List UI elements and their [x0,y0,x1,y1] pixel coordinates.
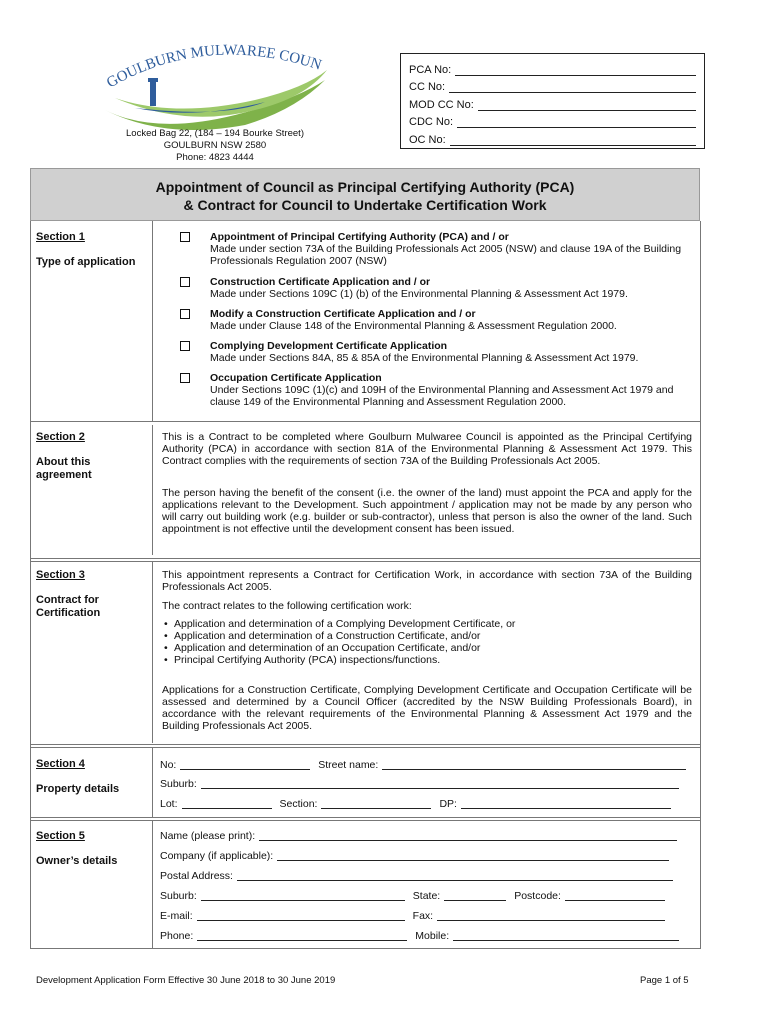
section3-para3: Applications for a Construction Certificate, Complying Development Certificate and Occupation Certificate will be assessed and determined by a Council Officer (accredited by the NSW Building Professionals Board), in accordance with the relevant requirements of the Environmental Planning & Assessment Act 1979 and the Building Professionals Act 2005. [162,684,692,732]
reference-numbers-box [400,53,705,149]
cc-no-field[interactable]: CC No: [409,76,696,94]
checkbox[interactable] [180,341,190,351]
postal-address-input[interactable] [237,870,673,881]
logo-text: GOULBURN MULWAREE COUN [104,42,324,92]
mobile-input[interactable] [453,930,679,941]
section2-para2: The person having the benefit of the consent (i.e. the owner of the land) must appoint the PCA and apply for the applications relevant to the Development. Such appointment / application may not be made by any person who will carry out building work (e.g. builder or sub-contractor), unless that person is also the owner of the land. Such appointment is not effective until the development consent has been issued. [162,487,692,535]
divider [152,561,153,743]
section5-subheading: Owner’s details [36,855,118,867]
checkbox[interactable] [180,373,190,383]
section3-para1: This appointment represents a Contract for Certification Work, in accordance with section 73A of the Building Professionals Act 2005. [162,569,692,593]
section-divider [30,747,701,748]
option-pca[interactable]: Appointment of Principal Certifying Authority (PCA) and / or Made under section 73A of the Building Professionals Act 2005 (NSW) and clause 19A of the Building Professionals Regulation 2007 (NSW) [180,231,690,267]
checkbox[interactable] [180,309,190,319]
section5-heading: Section 5 [36,830,85,842]
section-divider [30,558,701,559]
owner-row-company: Company (if applicable): [160,850,690,862]
owner-suburb-input[interactable] [201,890,405,901]
checkbox[interactable] [180,232,190,242]
section1-heading: Section 1 [36,231,85,243]
owner-row-name: Name (please print): [160,830,690,842]
property-row-2: Suburb: [160,778,690,790]
frame-left [30,221,31,948]
section1-subheading: Type of application [36,256,136,268]
owner-row-phone: Phone: Mobile: [160,930,690,942]
divider [152,820,153,948]
company-input[interactable] [277,850,669,861]
footer-text: Development Application Form Effective 30 June 2018 to 30 June 2019 [36,975,336,986]
property-row-1: No: Street name: [160,759,690,771]
lot-input[interactable] [182,798,272,809]
owner-name-input[interactable] [259,830,677,841]
form-title [30,168,700,221]
option-occupation-certificate[interactable]: Occupation Certificate Application Under Sections 109C (1)(c) and 109H of the Environmental Planning and Assessment Act 1979 and clause 149 of the Environmental Planning and Assessment Regulation 2000. [180,372,690,408]
section-divider [30,744,701,745]
option-modify-cc[interactable]: Modify a Construction Certificate Application and / or Made under Clause 148 of the Environmental Planning & Assessment Regulation 2000. [180,308,690,332]
list-item: • Principal Certifying Authority (PCA) inspections/functions. [174,654,692,666]
checkbox[interactable] [180,277,190,287]
cdc-no-field[interactable]: CDC No: [409,111,696,129]
title-line-1: Appointment of Council as Principal Certifying Authority (PCA) [155,179,575,195]
address-line-2: GOULBURN NSW 2580 [163,140,267,151]
state-input[interactable] [444,890,506,901]
oc-no-field[interactable]: OC No: [409,128,696,146]
property-row-3: Lot: Section: DP: [160,798,690,810]
property-no-input[interactable] [180,759,310,770]
owner-row-email: E-mail: Fax: [160,910,690,922]
email-input[interactable] [197,910,405,921]
section-divider [30,561,701,562]
section3-bullets [162,618,692,666]
section2-heading: Section 2 [36,431,85,443]
postcode-input[interactable] [565,890,665,901]
divider [152,747,153,817]
option-cdc[interactable]: Complying Development Certificate Application Made under Sections 84A, 85 & 85A of the Environmental Planning & Assessment Act 1979. [180,340,690,364]
list-item: • Application and determination of a Construction Certificate, and/or [174,630,692,642]
section-divider [30,820,701,821]
section-divider [30,817,701,818]
street-name-input[interactable] [382,759,686,770]
divider [152,425,153,555]
section2-subheading: About this agreement [36,456,92,481]
pca-no-field[interactable]: PCA No: [409,58,696,76]
list-item: • Application and determination of a Complying Development Certificate, or [174,618,692,630]
owner-row-postal: Postal Address: [160,870,690,882]
property-suburb-input[interactable] [201,778,679,789]
section-divider [30,421,701,422]
phone-input[interactable] [197,930,407,941]
section-divider [30,948,701,949]
section4-heading: Section 4 [36,758,85,770]
address-line-3: Phone: 4823 4444 [176,152,254,163]
section3-para2: The contract relates to the following certification work: [162,600,412,612]
fax-input[interactable] [437,910,665,921]
title-line-2: & Contract for Council to Undertake Certification Work [183,197,547,213]
frame-right [700,221,701,948]
section-input[interactable] [321,798,431,809]
section2-para1: This is a Contract to be completed where Goulburn Mulwaree Council is appointed as the Principal Certifying Authority (PCA) in accordance with section 81A of the Environmental Planning & Assessment Act 1979. This Contract complies with the requirements of section 73A of the Building Professionals Act 2005. [162,431,692,467]
section4-subheading: Property details [36,783,120,795]
divider [152,221,153,421]
list-item: • Application and determination of an Occupation Certificate, and/or [174,642,692,654]
owner-row-suburb: Suburb: State: Postcode: [160,890,690,902]
address-line-1: Locked Bag 22, (184 – 194 Bourke Street) [126,128,304,139]
mod-cc-no-field[interactable]: MOD CC No: [409,93,696,111]
section3-subheading: Contract for Certification [36,594,101,619]
section3-heading: Section 3 [36,569,85,581]
council-logo [95,40,335,130]
dp-input[interactable] [461,798,671,809]
council-logo-graphic [95,40,335,130]
option-construction-certificate[interactable]: Construction Certificate Application and / or Made under Sections 109C (1) (b) of the Environmental Planning & Assessment Act 1979. [180,276,690,300]
page-number: Page 1 of 5 [640,975,689,986]
